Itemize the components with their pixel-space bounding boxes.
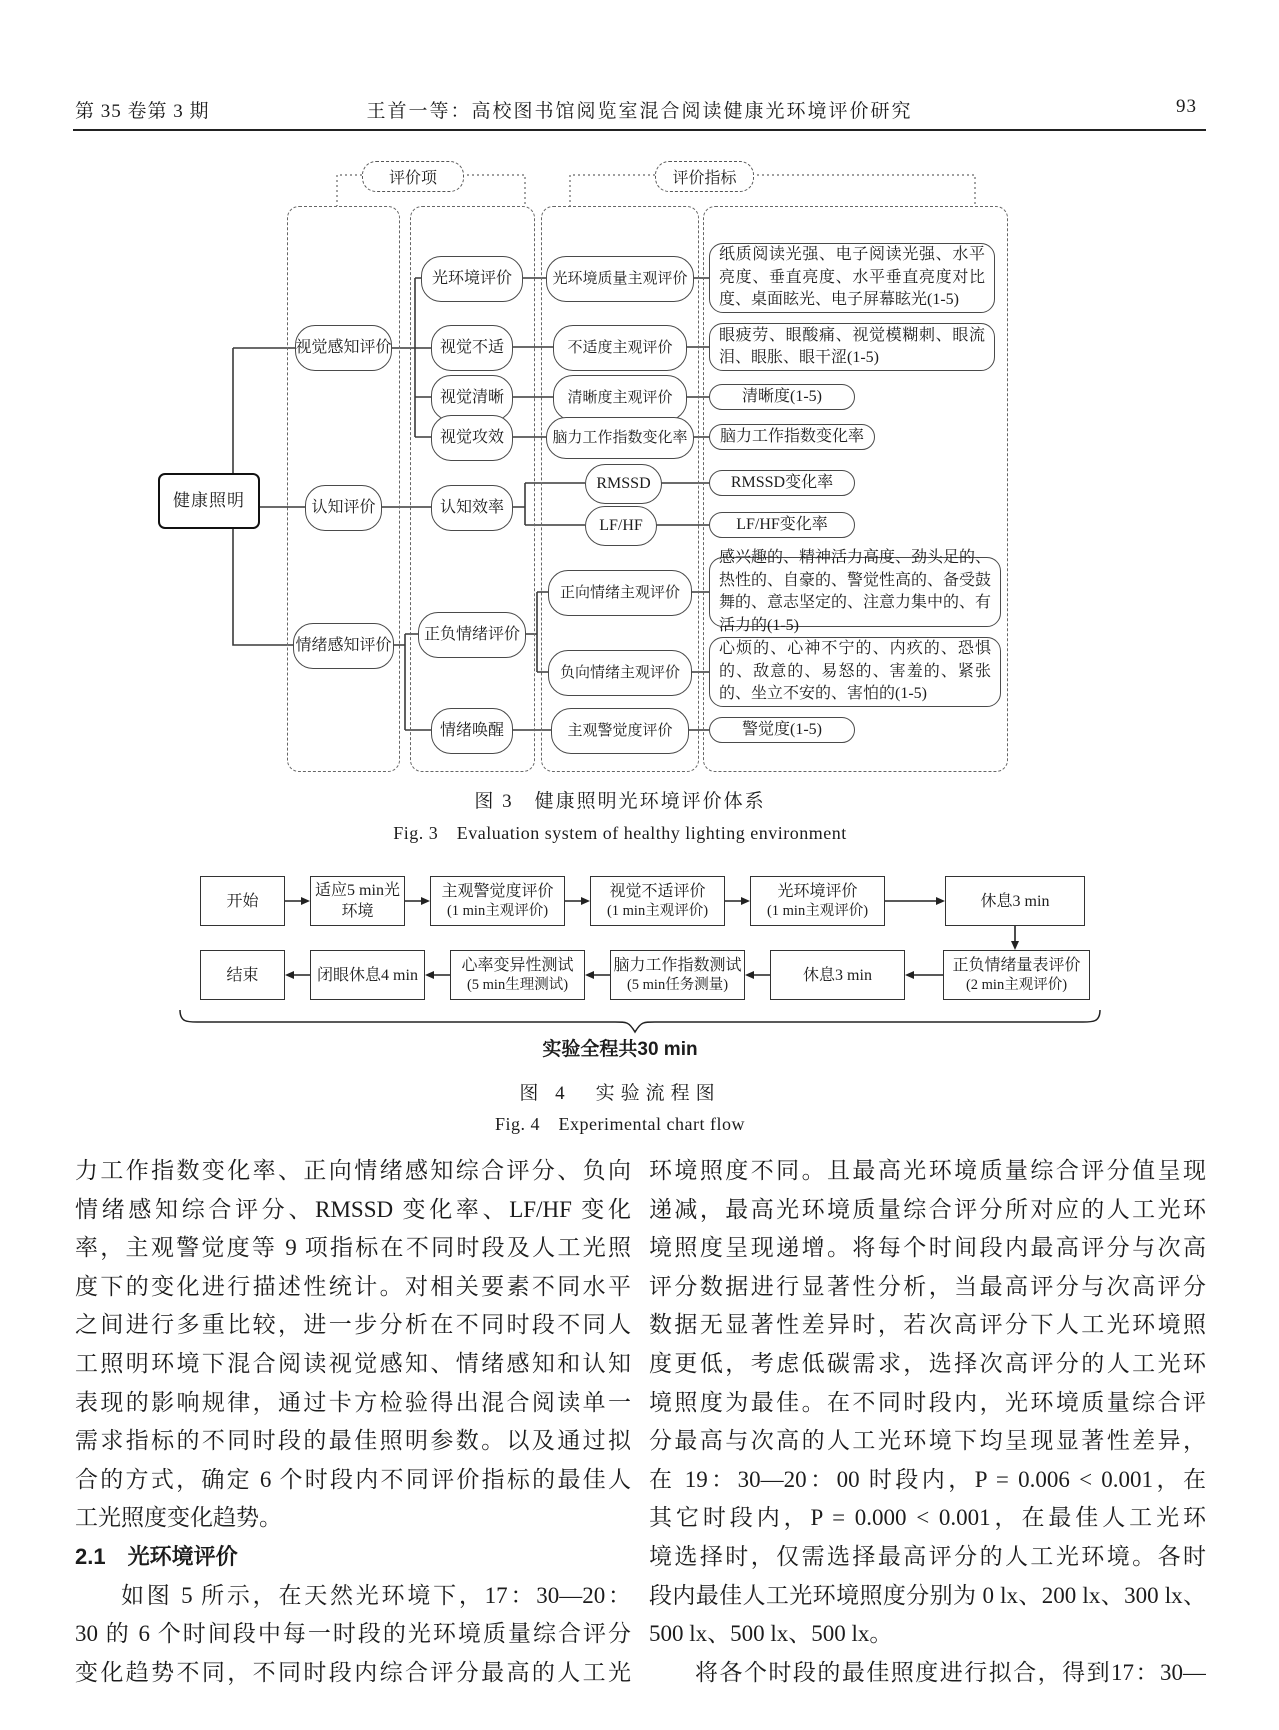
body-line: 需求指标的不同时段的最佳照明参数。以及通过拟 [75, 1428, 631, 1454]
flow-rest3-top [945, 876, 1085, 926]
body-line: 在 19：30—20：00 时段内，P = 0.006 < 0.001，在 [649, 1466, 1206, 1492]
node-discomfort-subjective: 不适度主观评价 [553, 325, 687, 371]
body-line: 环境照度不同。且最高光环境质量综合评分值呈现 [649, 1158, 1206, 1183]
fig3-caption-en: Fig. 3 Evaluation system of healthy lighting environment [393, 823, 847, 843]
flow-rest3-bottom [770, 950, 905, 1000]
detail-clarity: 清晰度(1-5) [709, 384, 855, 410]
detail-discomfort-indicators: 眼疲劳、眼酸痛、视觉模糊刺、眼流泪、眼胀、眼干涩(1-5) [709, 323, 995, 371]
body-line: 表现的影响规律，通过卡方检验得出混合阅读单一 [75, 1389, 631, 1415]
body-line: 情绪感知综合评分、RMSSD 变化率、LF/HF 变化 [75, 1196, 631, 1222]
body-column-right [649, 1152, 1206, 1692]
node-mental-work-index-rate: 脑力工作指数变化率 [546, 417, 694, 459]
detail-mental-work-index: 脑力工作指数变化率 [709, 424, 875, 450]
duration-brace [180, 1010, 1100, 1032]
body-line: 500 lx、500 lx、500 lx。 [649, 1621, 893, 1647]
body-line: 之间进行多重比较，进一步分析在不同时段不同人 [75, 1312, 631, 1338]
flow-end-label: 结束 [226, 966, 259, 984]
flow-discomfort-eval-label: 视觉不适评价 [609, 883, 706, 900]
flow-hrv-test [450, 950, 585, 1000]
fig3-caption-zh: 图 3 健康照明光环境评价体系 [474, 791, 766, 812]
body-line: 度下的变化进行描述性统计。对相关要素不同水平 [75, 1273, 631, 1299]
legend-evaluation-indicator: 评价指标 [655, 161, 754, 192]
body-line: 合的方式，确定 6 个时段内不同评价指标的最佳人 [75, 1466, 631, 1492]
node-negative-emotion-subjective: 负向情绪主观评价 [548, 650, 692, 696]
detail-light-indicators: 纸质阅读光强、电子阅读光强、水平亮度、垂直亮度、水平垂直亮度对比度、桌面眩光、电子屏幕眩光(1-5) [709, 243, 995, 313]
flow-discomfort-eval [590, 876, 725, 926]
node-visual-discomfort: 视觉不适 [431, 325, 513, 371]
body-line: 工光照度变化趋势。 [75, 1505, 282, 1531]
body-column-left [75, 1152, 631, 1692]
body-line: 数据无显著性差异时，若次高评分下人工光环境照 [649, 1312, 1206, 1338]
node-posneg-emotion-eval: 正负情绪评价 [418, 612, 526, 658]
flow-emotion-scale-eval-sub: (2 min主观评价) [965, 977, 1068, 993]
journal-issue: 第 35 卷第 3 期 [75, 101, 210, 122]
node-light-env-eval: 光环境评价 [421, 256, 523, 302]
flow-eyes-closed-rest [310, 950, 425, 1000]
flow-start-label: 开始 [226, 892, 259, 910]
body-line: 如图 5 所示，在天然光环境下，17：30—20： [121, 1582, 631, 1608]
detail-lfhf-rate: LF/HF变化率 [709, 512, 855, 538]
body-line: 递减，最高光环境质量综合评分所对应的人工光环 [649, 1196, 1206, 1222]
flow-eyes-closed-rest-label: 闭眼休息4 min [317, 966, 418, 984]
node-visual-efficacy: 视觉攻效 [431, 415, 513, 461]
body-line: 变化趋势不同，不同时段内综合评分最高的人工光 [75, 1659, 631, 1685]
flow-hrv-test-sub: (5 min生理测试) [466, 977, 569, 993]
flow-rest3-bottom-label: 休息3 min [803, 966, 872, 984]
flow-alertness-eval-label: 主观警觉度评价 [441, 883, 554, 900]
flow-alertness-eval [430, 876, 565, 926]
node-visual-perception: 视觉感知评价 [295, 325, 392, 371]
flow-lightenv-eval [750, 876, 885, 926]
flow-mental-index-test-sub: (5 min任务测量) [626, 977, 729, 993]
fig4-caption-en: Fig. 4 Experimental chart flow [495, 1114, 745, 1134]
node-cognitive-eval: 认知评价 [305, 485, 382, 531]
detail-negative-emotions: 心烦的、心神不宁的、内疚的、恐惧的、敌意的、易怒的、害羞的、紧张的、坐立不安的、害怕的(1-5) [709, 637, 1001, 707]
node-emotion-arousal: 情绪唤醒 [431, 708, 513, 754]
body-line: 度更低，考虑低碳需求，选择次高评分的人工光环 [649, 1350, 1206, 1376]
body-line: 30 的 6 个时间段中每一时段的光环境质量综合评分 [75, 1621, 631, 1647]
section-heading-2-1: 2.1 光环境评价 [75, 1543, 238, 1569]
body-line: 评分数据进行显著性分析，当最高评分与次高评分 [649, 1273, 1206, 1299]
detail-positive-emotions: 感兴趣的、精神活力高度、劲头足的、热性的、自豪的、警觉性高的、备受鼓舞的、意志坚定的、注意力集中的、有活力的(1-5) [709, 557, 1001, 627]
body-line: 分最高与次高的人工光环境下均呈现显著性差异， [649, 1428, 1206, 1454]
body-line: 境选择时，仅需选择最高评分的人工光环境。各时 [649, 1543, 1206, 1569]
body-line: 段内最佳人工光环境照度分别为 0 lx、200 lx、300 lx、 [649, 1582, 1206, 1608]
flow-adapt-light [310, 876, 405, 926]
node-light-quality-subjective: 光环境质量主观评价 [546, 256, 694, 302]
flow-adapt-light-label: 适应5 min光环境 [315, 882, 400, 920]
node-clarity-subjective: 清晰度主观评价 [553, 375, 687, 421]
detail-alertness: 警觉度(1-5) [709, 717, 855, 743]
flow-end [200, 950, 285, 1000]
flow-mental-index-test-label: 脑力工作指数测试 [613, 957, 742, 974]
body-line: 其它时段内，P = 0.000 < 0.001，在最佳人工光环 [649, 1505, 1206, 1531]
figure3-diagram [115, 158, 1125, 780]
node-subjective-alertness-eval: 主观警觉度评价 [551, 708, 689, 754]
header-rule [73, 129, 1206, 131]
node-lfhf: LF/HF [585, 506, 657, 546]
fig4-caption-zh: 图 4 实验流程图 [519, 1083, 721, 1104]
flow-lightenv-eval-sub: (1 min主观评价) [766, 903, 869, 919]
running-title: 王首一等：高校图书馆阅览室混合阅读健康光环境评价研究 [366, 101, 913, 122]
legend-evaluation-item: 评价项 [362, 161, 464, 192]
node-positive-emotion-subjective: 正向情绪主观评价 [548, 570, 692, 616]
flow-rest3-top-label: 休息3 min [980, 892, 1050, 910]
flow-lightenv-eval-label: 光环境评价 [777, 883, 858, 900]
flow-hrv-test-label: 心率变异性测试 [461, 957, 574, 974]
body-line: 工照明环境下混合阅读视觉感知、情绪感知和认知 [75, 1350, 631, 1376]
body-line: 将各个时段的最佳照度进行拟合，得到17：30— [695, 1659, 1206, 1685]
node-rmssd: RMSSD [585, 464, 662, 504]
flow-mental-index-test [610, 950, 745, 1000]
node-emotion-perception: 情绪感知评价 [293, 623, 394, 669]
body-line: 境照度为最佳。在不同时段内，光环境质量综合评 [649, 1389, 1206, 1415]
flow-discomfort-eval-sub: (1 min主观评价) [606, 903, 709, 919]
node-healthy-lighting: 健康照明 [158, 473, 260, 529]
figure4-flowchart [115, 862, 1125, 1072]
node-cognitive-efficiency: 认知效率 [431, 485, 513, 531]
node-visual-clarity: 视觉清晰 [431, 375, 513, 421]
flow-start [200, 876, 285, 926]
flow-alertness-eval-sub: (1 min主观评价) [446, 903, 549, 919]
detail-rmssd-rate: RMSSD变化率 [709, 470, 855, 496]
page-number: 93 [1176, 96, 1197, 117]
body-line: 率，主观警觉度等 9 项指标在不同时段及人工光照 [75, 1235, 631, 1261]
body-line: 境照度呈现递增。将每个时间段内最高评分与次高 [649, 1235, 1206, 1261]
flow-emotion-scale-eval-label: 正负情绪量表评价 [952, 957, 1081, 974]
body-line: 力工作指数变化率、正向情绪感知综合评分、负向 [75, 1158, 631, 1183]
flow-emotion-scale-eval [943, 950, 1090, 1000]
experiment-duration-label: 实验全程共30 min [542, 1039, 698, 1060]
